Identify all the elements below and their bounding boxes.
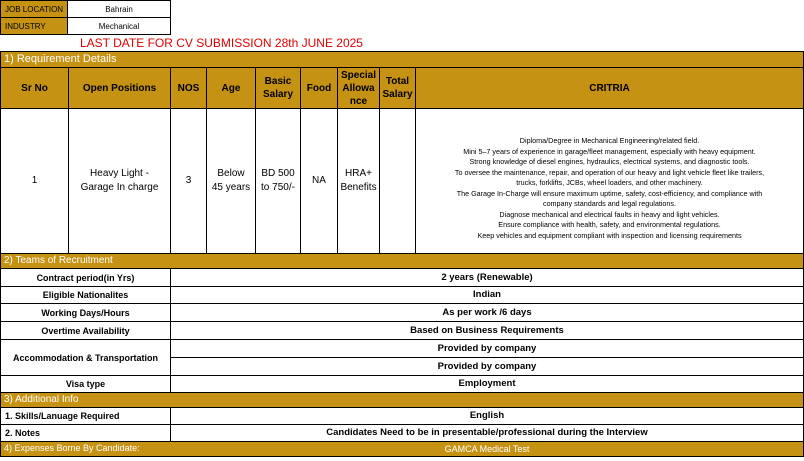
criteria-line: Keep vehicles and equipment compliant with inspection and licensing requirements: [477, 230, 742, 240]
criteria-line: trucks, forklifts, JCBs, wheel loaders, and other machinery.: [516, 178, 703, 187]
criteria-line: Diploma/Degree in Mechanical Engineering/related field.: [519, 136, 700, 145]
terms-label-contract: Contract period(in Yrs): [0, 268, 171, 287]
section-2-title: 2) Teams of Recruitment: [4, 255, 113, 266]
criteria-line: To oversee the maintenance, repair, and operation of our heavy and light vehicle fleet like trailers,: [454, 167, 765, 177]
row-position: Heavy Light - Garage In charge: [68, 108, 171, 254]
section-4-title: 4) Expenses Borne By Candidate:: [4, 443, 140, 453]
section-1-header: [0, 51, 804, 68]
col-critria: CRITRIA: [415, 67, 804, 109]
terms-label-visa: Visa type: [0, 375, 171, 393]
job-location-label: JOB LOCATION: [0, 0, 68, 18]
section-4-header: [0, 441, 804, 457]
col-basic-salary: Basic Salary: [255, 67, 301, 109]
col-food: Food: [300, 67, 338, 109]
criteria-line: Mini 5–7 years of experience in garage/fleet management, especially with heavy equipment.: [463, 146, 756, 156]
row-criteria: [415, 108, 804, 254]
col-open-positions: Open Positions: [68, 67, 171, 109]
criteria-line: company standards and legal regulations.: [542, 199, 677, 208]
criteria-line: The Garage In-Charge will ensure maximum uptime, safety, cost-efficiency, and compliance with: [456, 188, 763, 198]
row-sr-no: 1: [0, 108, 69, 254]
row-total-salary: [379, 108, 416, 254]
job-location-value: Bahrain: [67, 0, 171, 18]
terms-value-nationalities: Indian: [170, 286, 804, 304]
terms-label-accommodation: Accommodation & Transportation: [0, 339, 171, 376]
terms-value-transportation: Provided by company: [170, 357, 804, 376]
col-age: Age: [206, 67, 256, 109]
info-label-skills: 1. Skills/Lanuage Required: [0, 407, 171, 425]
section-2-header: [0, 253, 804, 269]
col-special-allowance: Special Allowa nce: [337, 67, 380, 109]
terms-label-working-days: Working Days/Hours: [0, 303, 171, 322]
row-nos: 3: [170, 108, 207, 254]
terms-value-accommodation: Provided by company: [170, 339, 804, 358]
row-special-allowance: HRA+ Benefits: [337, 108, 380, 254]
terms-label-nationalities: Eligible Nationalites: [0, 286, 171, 304]
row-basic-salary: BD 500 to 750/-: [255, 108, 301, 254]
info-value-notes: Candidates Need to be in presentable/professional during the Interview: [170, 424, 804, 442]
row-food: NA: [300, 108, 338, 254]
info-value-skills: English: [170, 407, 804, 425]
criteria-line: Strong knowledge of diesel engines, hydraulics, electrical systems, and diagnostic tools.: [469, 157, 750, 166]
section-3-title: 3) Additional Info: [4, 394, 79, 405]
section-3-header: [0, 392, 804, 408]
col-sr-no: Sr No: [0, 67, 69, 109]
terms-value-overtime: Based on Business Requirements: [170, 321, 804, 340]
col-total-salary: Total Salary: [379, 67, 416, 109]
deadline-row: [0, 35, 804, 51]
criteria-list: [418, 136, 801, 241]
industry-label: INDUSTRY: [0, 17, 68, 35]
info-label-notes: 2. Notes: [0, 424, 171, 442]
terms-value-visa: Employment: [170, 375, 804, 393]
terms-value-working-days: As per work /6 days: [170, 303, 804, 322]
section-4-value: GAMCA Medical Test: [444, 444, 530, 454]
criteria-line: Ensure compliance with health, safety, and environmental regulations.: [498, 220, 721, 229]
terms-value-contract: 2 years (Renewable): [170, 268, 804, 287]
row-age: Below 45 years: [206, 108, 256, 254]
col-nos: NOS: [170, 67, 207, 109]
deadline-text: LAST DATE FOR CV SUBMISSION 28th JUNE 2025: [80, 36, 363, 50]
criteria-line: Diagnose mechanical and electrical faults in heavy and light vehicles.: [499, 209, 720, 219]
section-1-title: 1) Requirement Details: [4, 53, 117, 65]
industry-value: Mechanical: [67, 17, 171, 35]
terms-label-overtime: Overtime Availability: [0, 321, 171, 340]
